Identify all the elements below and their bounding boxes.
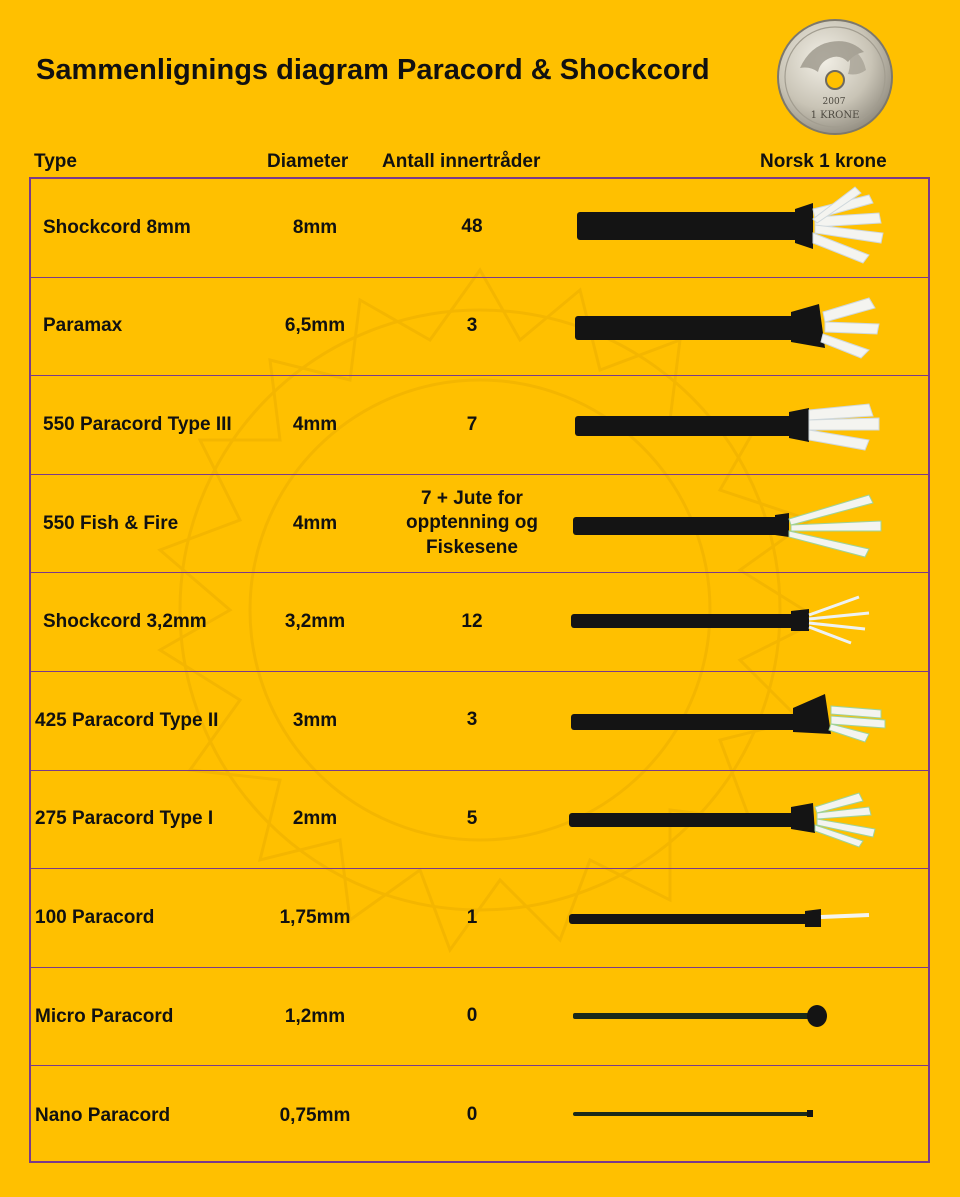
cell-threads: 0 <box>466 1005 478 1027</box>
table-row <box>31 1066 928 1165</box>
cell-threads: 5 <box>466 808 478 830</box>
header-diameter: Diameter <box>267 151 349 172</box>
cell-type: Micro Paracord <box>35 1005 174 1027</box>
cord-image <box>569 771 899 869</box>
coin-image <box>776 18 894 136</box>
cell-diameter: 4mm <box>292 512 338 534</box>
cell-diameter: 1,75mm <box>279 906 351 928</box>
cell-type: 550 Paracord Type III <box>43 413 232 435</box>
cell-diameter: 6,5mm <box>284 315 346 337</box>
cell-type: Shockcord 3,2mm <box>43 611 207 633</box>
table-row <box>31 475 928 574</box>
cord-image <box>569 376 899 474</box>
cell-type: Shockcord 8mm <box>43 216 191 238</box>
header-coin: Norsk 1 krone <box>760 151 887 172</box>
cord-image <box>569 475 899 573</box>
cell-threads: 12 <box>461 610 483 632</box>
cell-threads: 0 <box>466 1104 478 1126</box>
header-type: Type <box>34 151 77 172</box>
cell-type: 275 Paracord Type I <box>35 808 214 830</box>
table-row <box>31 573 928 672</box>
cell-threads: 3 <box>466 315 478 337</box>
cell-diameter: 4mm <box>292 413 338 435</box>
cord-image <box>569 278 899 376</box>
cell-diameter: 2mm <box>292 808 338 830</box>
cord-image <box>569 869 899 967</box>
cord-image <box>569 672 899 770</box>
cell-threads: 48 <box>461 216 483 238</box>
cell-diameter: 0,75mm <box>279 1104 351 1126</box>
cell-threads: 1 <box>466 906 478 928</box>
table-row <box>31 278 928 377</box>
cell-type: Paramax <box>43 315 123 337</box>
cell-diameter: 3mm <box>292 709 338 731</box>
table-row <box>31 672 928 771</box>
cell-diameter: 8mm <box>292 216 338 238</box>
header-threads: Antall innertråder <box>382 151 541 172</box>
cord-image <box>569 179 899 277</box>
coin-text: 1 KRONE <box>810 110 860 121</box>
table-row <box>31 179 928 278</box>
cell-type: 425 Paracord Type II <box>35 709 219 731</box>
table-row <box>31 869 928 968</box>
table-row <box>31 968 928 1067</box>
page-title: Sammenlignings diagram Paracord & Shockcord <box>36 54 710 86</box>
cell-diameter: 1,2mm <box>284 1005 346 1027</box>
cell-threads: 3 <box>466 709 478 731</box>
table-row <box>31 376 928 475</box>
cell-threads: 7 <box>466 413 478 435</box>
cell-type: 550 Fish & Fire <box>43 512 179 534</box>
cell-threads: 7 + Jute for opptenning og Fiskesene <box>406 487 538 558</box>
table-row <box>31 771 928 870</box>
cell-diameter: 3,2mm <box>284 611 346 633</box>
cell-type: Nano Paracord <box>35 1104 171 1126</box>
coin-year: 2007 <box>822 97 846 107</box>
cord-image <box>569 968 899 1066</box>
comparison-table <box>29 177 930 1163</box>
cell-type: 100 Paracord <box>35 906 155 928</box>
cord-image <box>569 1066 899 1164</box>
cord-image <box>569 573 899 671</box>
